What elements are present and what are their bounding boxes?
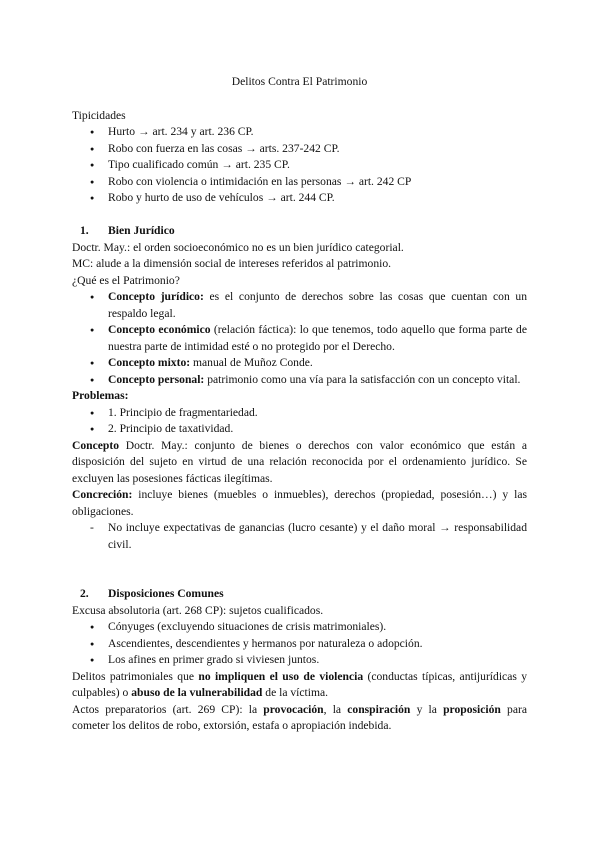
list-item: ● Hurto → art. 234 y art. 236 CP. — [72, 124, 527, 141]
section-heading: 2. Disposiciones Comunes — [80, 587, 224, 600]
list-item: ● Los afines en primer grado si viviesen juntos. — [72, 652, 527, 669]
paragraph: Actos preparatorios (art. 269 CP): la provocación, la conspiración y la proposición para cometer los delitos de robo, extorsión, estafa o apropiación indebida. — [72, 702, 528, 732]
tipicidades-label: Tipicidades — [72, 108, 126, 122]
list-item: ● Concepto personal: patrimonio como una vía para la satisfacción con un concepto vital. — [72, 372, 527, 389]
sujetos-list — [72, 619, 527, 669]
dash-list — [72, 520, 527, 553]
list-item: ● 1. Principio de fragmentariedad. — [72, 405, 527, 422]
paragraph: Excusa absolutoria (art. 268 CP): sujetos cualificados. — [72, 603, 324, 617]
paragraph: Doctr. May.: el orden socioeconómico no es un bien jurídico categorial. — [72, 240, 404, 254]
document-page — [72, 74, 527, 735]
list-item: ● Tipo cualificado común → art. 235 CP. — [72, 157, 527, 174]
list-item: ● Robo con violencia o intimidación en las personas → art. 242 CP — [72, 174, 527, 191]
paragraph: MC: alude a la dimensión social de intereses referidos al patrimonio. — [72, 257, 392, 270]
list-item: ● Concepto económico (relación fáctica): lo que tenemos, todo aquello que forma parte de nuestra parte de intimidad esté o no protegido por el Derecho. — [72, 322, 527, 355]
paragraph: Delitos patrimoniales que no impliquen el uso de violencia (conductas típicas, antijurídicas y culpables) o abuso de la vulnerabilidad de la víctima. — [72, 669, 527, 699]
paragraph: Concreción: incluye bienes (muebles o inmuebles), derechos (propiedad, posesión…) y las obligaciones. — [72, 488, 527, 518]
paragraph: ¿Qué es el Patrimonio? — [72, 273, 180, 287]
list-item: ● Concepto mixto: manual de Muñoz Conde. — [72, 355, 527, 372]
list-item: ● Ascendientes, descendientes y hermanos por naturaleza o adopción. — [72, 636, 527, 653]
list-item: ● Concepto jurídico: es el conjunto de derechos sobre las cosas que cuentan con un respaldo legal. — [72, 289, 527, 322]
conceptos-list — [72, 289, 527, 388]
problemas-list — [72, 405, 527, 438]
list-item: ● Robo con fuerza en las cosas → arts. 237-242 CP. — [72, 141, 527, 158]
paragraph: Concepto Doctr. May.: conjunto de bienes o derechos con valor económico que están a disposición del sujeto en virtud de una relación reconocida por el ordenamiento jurídico. Se excluyen las posesiones fácticas ilegítimas. — [72, 438, 527, 485]
section-heading: 1. Bien Jurídico — [80, 224, 175, 237]
tipicidades-list — [72, 124, 527, 207]
list-item: ● Cónyuges (excluyendo situaciones de crisis matrimoniales). — [72, 619, 527, 636]
problemas-label: Problemas: — [72, 389, 129, 402]
list-item: ● Robo y hurto de uso de vehículos → art. 244 CP. — [72, 190, 527, 207]
document-title: Delitos Contra El Patrimonio — [231, 75, 368, 88]
list-item: ● 2. Principio de taxatividad. — [72, 421, 527, 438]
list-item: - No incluye expectativas de ganancias (lucro cesante) y el daño moral → responsabilidad civil. — [72, 520, 527, 553]
